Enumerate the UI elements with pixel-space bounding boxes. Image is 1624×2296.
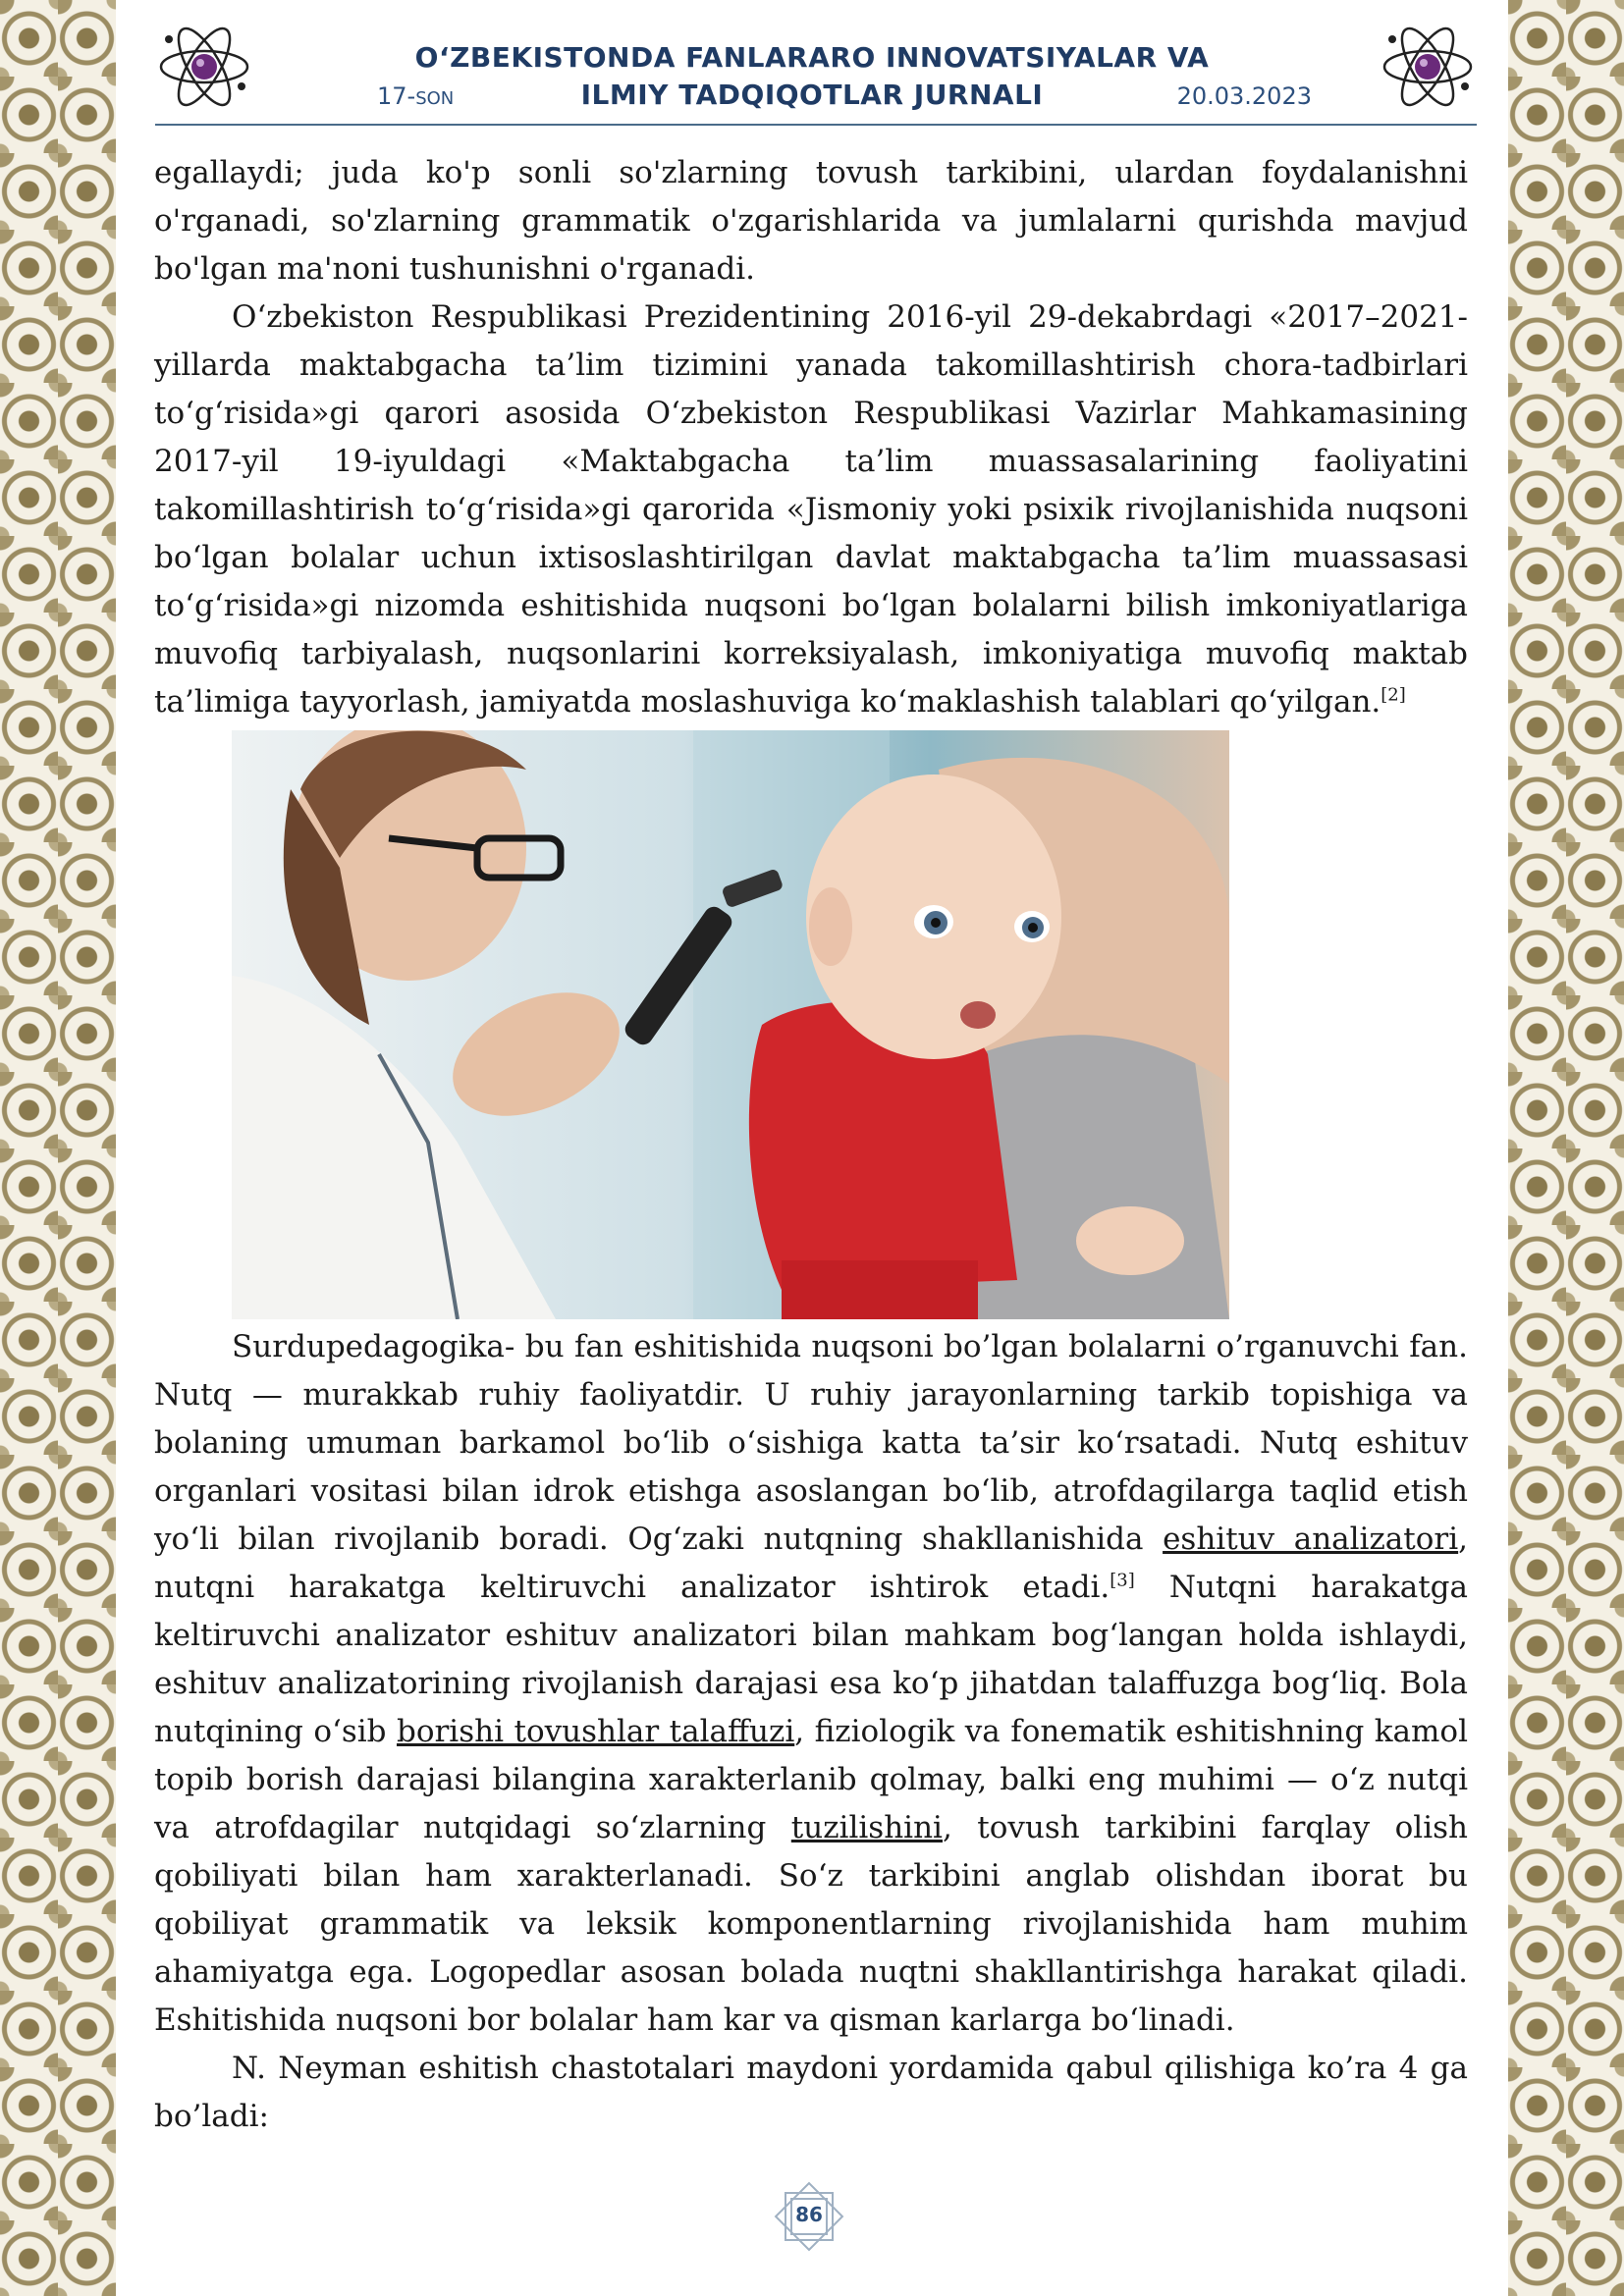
journal-title-line2: ILMIY TADQIQOTLAR JURNALI (580, 79, 1044, 111)
journal-title-line1: O‘ZBEKISTONDA FANLARARO INNOVATSIYALAR VA (414, 41, 1210, 74)
paragraph-3-text-a: Surdupedagogika- bu fan eshitishida nuqsoni bo’lgan bolalarni o’rganuvchi fan. Nutq — murakkab ruhiy faoliyatdir. U ruhiy jarayonlarning tarkib topishiga va bolaning umuman barkamol bo‘lib o‘sishiga katta ta’sir ko‘rsatadi. Nutq eshituv organlari vositasi bilan idrok etishga asoslangan bo‘lib, atrofdagilarga taqlid etish yo‘li bilan rivojlanib boradi. Og‘zaki nutqning shakllanishida (154, 1329, 1468, 1557)
reference-2[interactable]: [2] (1380, 684, 1406, 706)
paragraph-2-text: O‘zbekiston Respublikasi Prezidentining 2016-yil 29-dekabrdagi «2017–2021-yillarda maktabgacha ta’lim tizimini yanada takomillashtirish chora-tadbirlari to‘g‘risida»gi qarori asosida O‘zbekiston Respublikasi Vazirlar Mahkamasining 2017-yil 19-iyuldagi «Maktabgacha ta’lim muassasalarining faoliyatini takomillashtirish to‘g‘risida»gi qarorida «Jismoniy yoki psixik rivojlanishida nuqsoni bo‘lgan bolalar uchun ixtisoslashtirilgan davlat maktabgacha ta’lim muassasasi to‘g‘risida»gi nizomda eshitishida nuqsoni bo‘lgan bolalarni bilish imkoniyatlariga muvofiq tarbiyalash, nuqsonlarini korreksiyalash, imkoniyatiga muvofiq maktab ta’limiga tayyorlash, jamiyatda moslashuviga ko‘maklashish talablari qo‘yilgan. (154, 299, 1468, 720)
link-borishi-tovushlar-talaffuzi[interactable]: borishi tovushlar talaffuzi (396, 1714, 795, 1749)
journal-header (147, 14, 1477, 130)
paragraph-1: egallaydi; juda ko'p sonli so'zlarning tovush tarkibini, ulardan foydalanishni o'rganadi, so'zlarning grammatik o'zgarishlarida va jumlalarni qurishda mavjud bo'lgan ma'noni tushunishni o'rganadi. (154, 155, 1468, 287)
ornamental-border-left (0, 0, 116, 2296)
link-tuzilishini[interactable]: tuzilishini (790, 1810, 943, 1845)
doctor-otoscope-baby-photo (232, 730, 1229, 1319)
paragraph-3 (154, 1323, 1468, 2045)
paragraph-3-text-d: , fiziologik va fonematik eshitishning kamol topib borish darajasi bilangina xarakterlanib qolmay, balki eng muhimi — o‘z nutqi va atrofdagilar nutqidagi so‘zlarning (154, 1714, 1469, 1845)
header-divider (155, 124, 1477, 126)
paragraph-4: N. Neyman eshitish chastotalari maydoni yordamida qabul qilishiga ko’ra 4 ga bo’ladi: (154, 2051, 1468, 2134)
page-number: 86 (795, 2203, 823, 2226)
page-number-badge (770, 2177, 848, 2256)
link-eshituv-analizatori[interactable]: eshituv analizatori (1163, 1522, 1459, 1557)
article-body (154, 149, 1468, 2141)
reference-3[interactable]: [3] (1110, 1570, 1135, 1591)
issue-number-value: 17- (377, 82, 416, 110)
ornamental-border-right (1508, 0, 1624, 2296)
issue-suffix: SON (415, 88, 455, 109)
paragraph-3-text-c: Nutqni harakatga keltiruvchi analizator eshituv analizatori bilan mahkam bog‘langan holda ishlaydi, eshituv analizatorining rivojlanish darajasi esa ko‘p jihatdan talaffuzga bog‘liq. Bola nutqining o‘sib (154, 1570, 1468, 1749)
paragraph-2 (154, 294, 1468, 726)
paragraph-3-text-b: , nutqni harakatga keltiruvchi analizator ishtirok etadi. (154, 1522, 1468, 1605)
photo-illustration (232, 730, 1229, 1319)
issue-number (377, 82, 454, 110)
issue-date: 20.03.2023 (1176, 82, 1312, 110)
paragraph-3-text-e: , tovush tarkibini farqlay olish qobiliyati bilan ham xarakterlanadi. So‘z tarkibini anglab olishdan iborat bu qobiliyat grammatik va leksik komponentlarning rivojlanishida ham muhim ahamiyatga ega. Logopedlar asosan bolada nuqtni shakllantirishga harakat qiladi. Eshitishida nuqsoni bor bolalar ham kar va qisman karlarga bo‘linadi. (154, 1810, 1468, 2038)
